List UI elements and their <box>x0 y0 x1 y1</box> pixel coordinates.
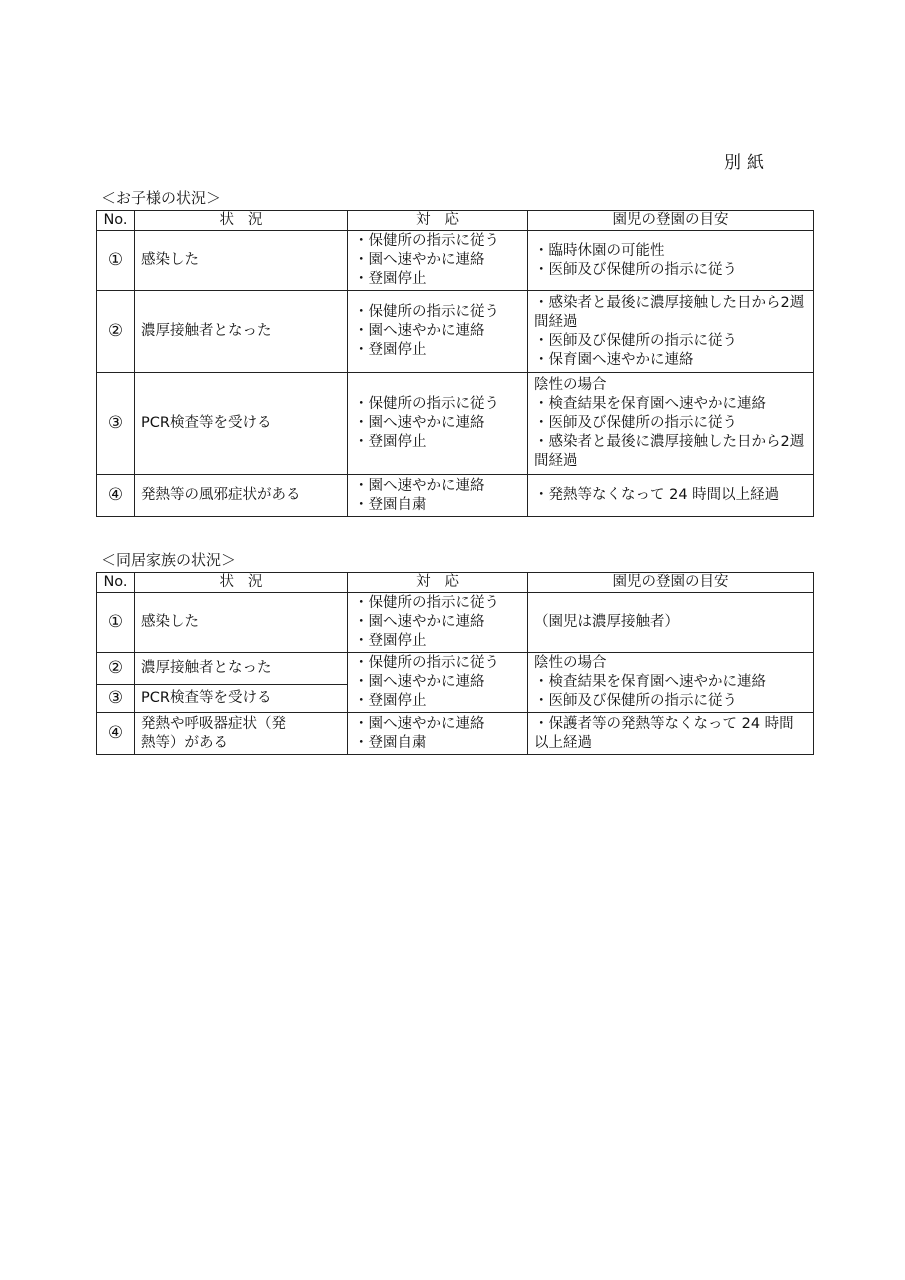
header-situation: 状況 <box>135 211 348 231</box>
guide-line: ・医師及び保健所の指示に従う <box>534 693 737 709</box>
response-cell <box>348 713 528 755</box>
row-number: ③ <box>97 373 135 475</box>
response-cell <box>348 373 528 475</box>
guide-line: 陰性の場合 <box>534 655 607 671</box>
guide-line: ・保育園へ速やかに連絡 <box>534 351 694 368</box>
table-row <box>97 713 814 755</box>
response-line: ・園へ速やかに連絡 <box>354 415 485 431</box>
response-line: ・登園停止 <box>354 271 427 287</box>
response-line: ・登園停止 <box>354 693 427 709</box>
response-line: ・登園自粛 <box>354 496 427 513</box>
header-guide: 園児の登園の目安 <box>528 211 814 231</box>
response-line: ・園へ速やかに連絡 <box>354 252 485 268</box>
situation-cell: PCR検査等を受ける <box>135 685 348 713</box>
situation-cell: PCR検査等を受ける <box>135 373 348 475</box>
guide-line: ・保護者等の発熱等なくなって 24 時間以上経過 <box>534 715 794 751</box>
response-line: ・保健所の指示に従う <box>354 396 499 412</box>
response-line: ・園へ速やかに連絡 <box>354 323 485 339</box>
guide-cell <box>528 291 814 373</box>
response-cell <box>348 231 528 291</box>
header-no: No. <box>97 211 135 231</box>
child-section-title: ＜お子様の状況＞ <box>101 189 222 207</box>
guide-line: ・医師及び保健所の指示に従う <box>534 415 737 431</box>
child-status-table <box>96 210 814 517</box>
response-line: ・登園停止 <box>354 342 427 358</box>
response-line: ・登園自粛 <box>354 734 427 751</box>
guide-line: ・医師及び保健所の指示に従う <box>534 332 737 349</box>
guide-cell <box>528 373 814 475</box>
guide-cell <box>528 713 814 755</box>
situation-cell: 発熱等の風邪症状がある <box>135 475 348 517</box>
response-cell <box>348 653 528 713</box>
row-number: ① <box>97 231 135 291</box>
family-status-table <box>96 572 814 755</box>
guide-cell <box>528 475 814 517</box>
response-line: ・登園停止 <box>354 633 427 649</box>
situation-cell: 感染した <box>135 231 348 291</box>
row-number: ④ <box>97 475 135 517</box>
response-cell <box>348 593 528 653</box>
header-situation: 状況 <box>135 573 348 593</box>
table-header-row <box>97 211 814 231</box>
table-row <box>97 475 814 517</box>
guide-line: ・感染者と最後に濃厚接触した日から2週間経過 <box>534 434 805 469</box>
header-guide: 園児の登園の目安 <box>528 573 814 593</box>
guide-line: ・医師及び保健所の指示に従う <box>534 261 737 278</box>
situation-cell: 感染した <box>135 593 348 653</box>
guide-cell: （園児は濃厚接触者） <box>528 593 814 653</box>
situation-cell: 濃厚接触者となった <box>135 653 348 685</box>
response-line: ・保健所の指示に従う <box>354 595 499 611</box>
table-row <box>97 593 814 653</box>
response-line: ・園へ速やかに連絡 <box>354 674 485 690</box>
guide-line: ・感染者と最後に濃厚接触した日から2週間経過 <box>534 294 805 330</box>
guide-line: 陰性の場合 <box>534 377 607 393</box>
guide-line: ・検査結果を保育園へ速やかに連絡 <box>534 396 766 412</box>
table-row <box>97 373 814 475</box>
response-line: ・園へ速やかに連絡 <box>354 614 485 630</box>
situation-cell: 発熱や呼吸器症状（発熱等）がある <box>135 713 348 755</box>
document-label: 別紙 <box>724 153 770 173</box>
header-response: 対応 <box>348 573 528 593</box>
response-line: ・保健所の指示に従う <box>354 233 499 249</box>
response-line: ・保健所の指示に従う <box>354 655 499 671</box>
row-number: ② <box>97 653 135 685</box>
table-row <box>97 653 814 685</box>
guide-line: ・発熱等なくなって 24 時間以上経過 <box>534 487 780 503</box>
guide-cell <box>528 653 814 713</box>
response-line: ・園へ速やかに連絡 <box>354 715 485 732</box>
situation-cell: 濃厚接触者となった <box>135 291 348 373</box>
response-cell <box>348 291 528 373</box>
family-section-title: ＜同居家族の状況＞ <box>101 551 237 569</box>
header-response: 対応 <box>348 211 528 231</box>
header-no: No. <box>97 573 135 593</box>
table-row <box>97 231 814 291</box>
guide-line: ・検査結果を保育園へ速やかに連絡 <box>534 674 766 690</box>
row-number: ③ <box>97 685 135 713</box>
guide-cell <box>528 231 814 291</box>
response-line: ・保健所の指示に従う <box>354 304 499 320</box>
table-row <box>97 291 814 373</box>
guide-line: ・臨時休園の可能性 <box>534 242 665 259</box>
row-number: ④ <box>97 713 135 755</box>
row-number: ② <box>97 291 135 373</box>
response-line: ・登園停止 <box>354 434 427 450</box>
response-line: ・園へ速やかに連絡 <box>354 477 485 494</box>
row-number: ① <box>97 593 135 653</box>
table-header-row <box>97 573 814 593</box>
response-cell <box>348 475 528 517</box>
